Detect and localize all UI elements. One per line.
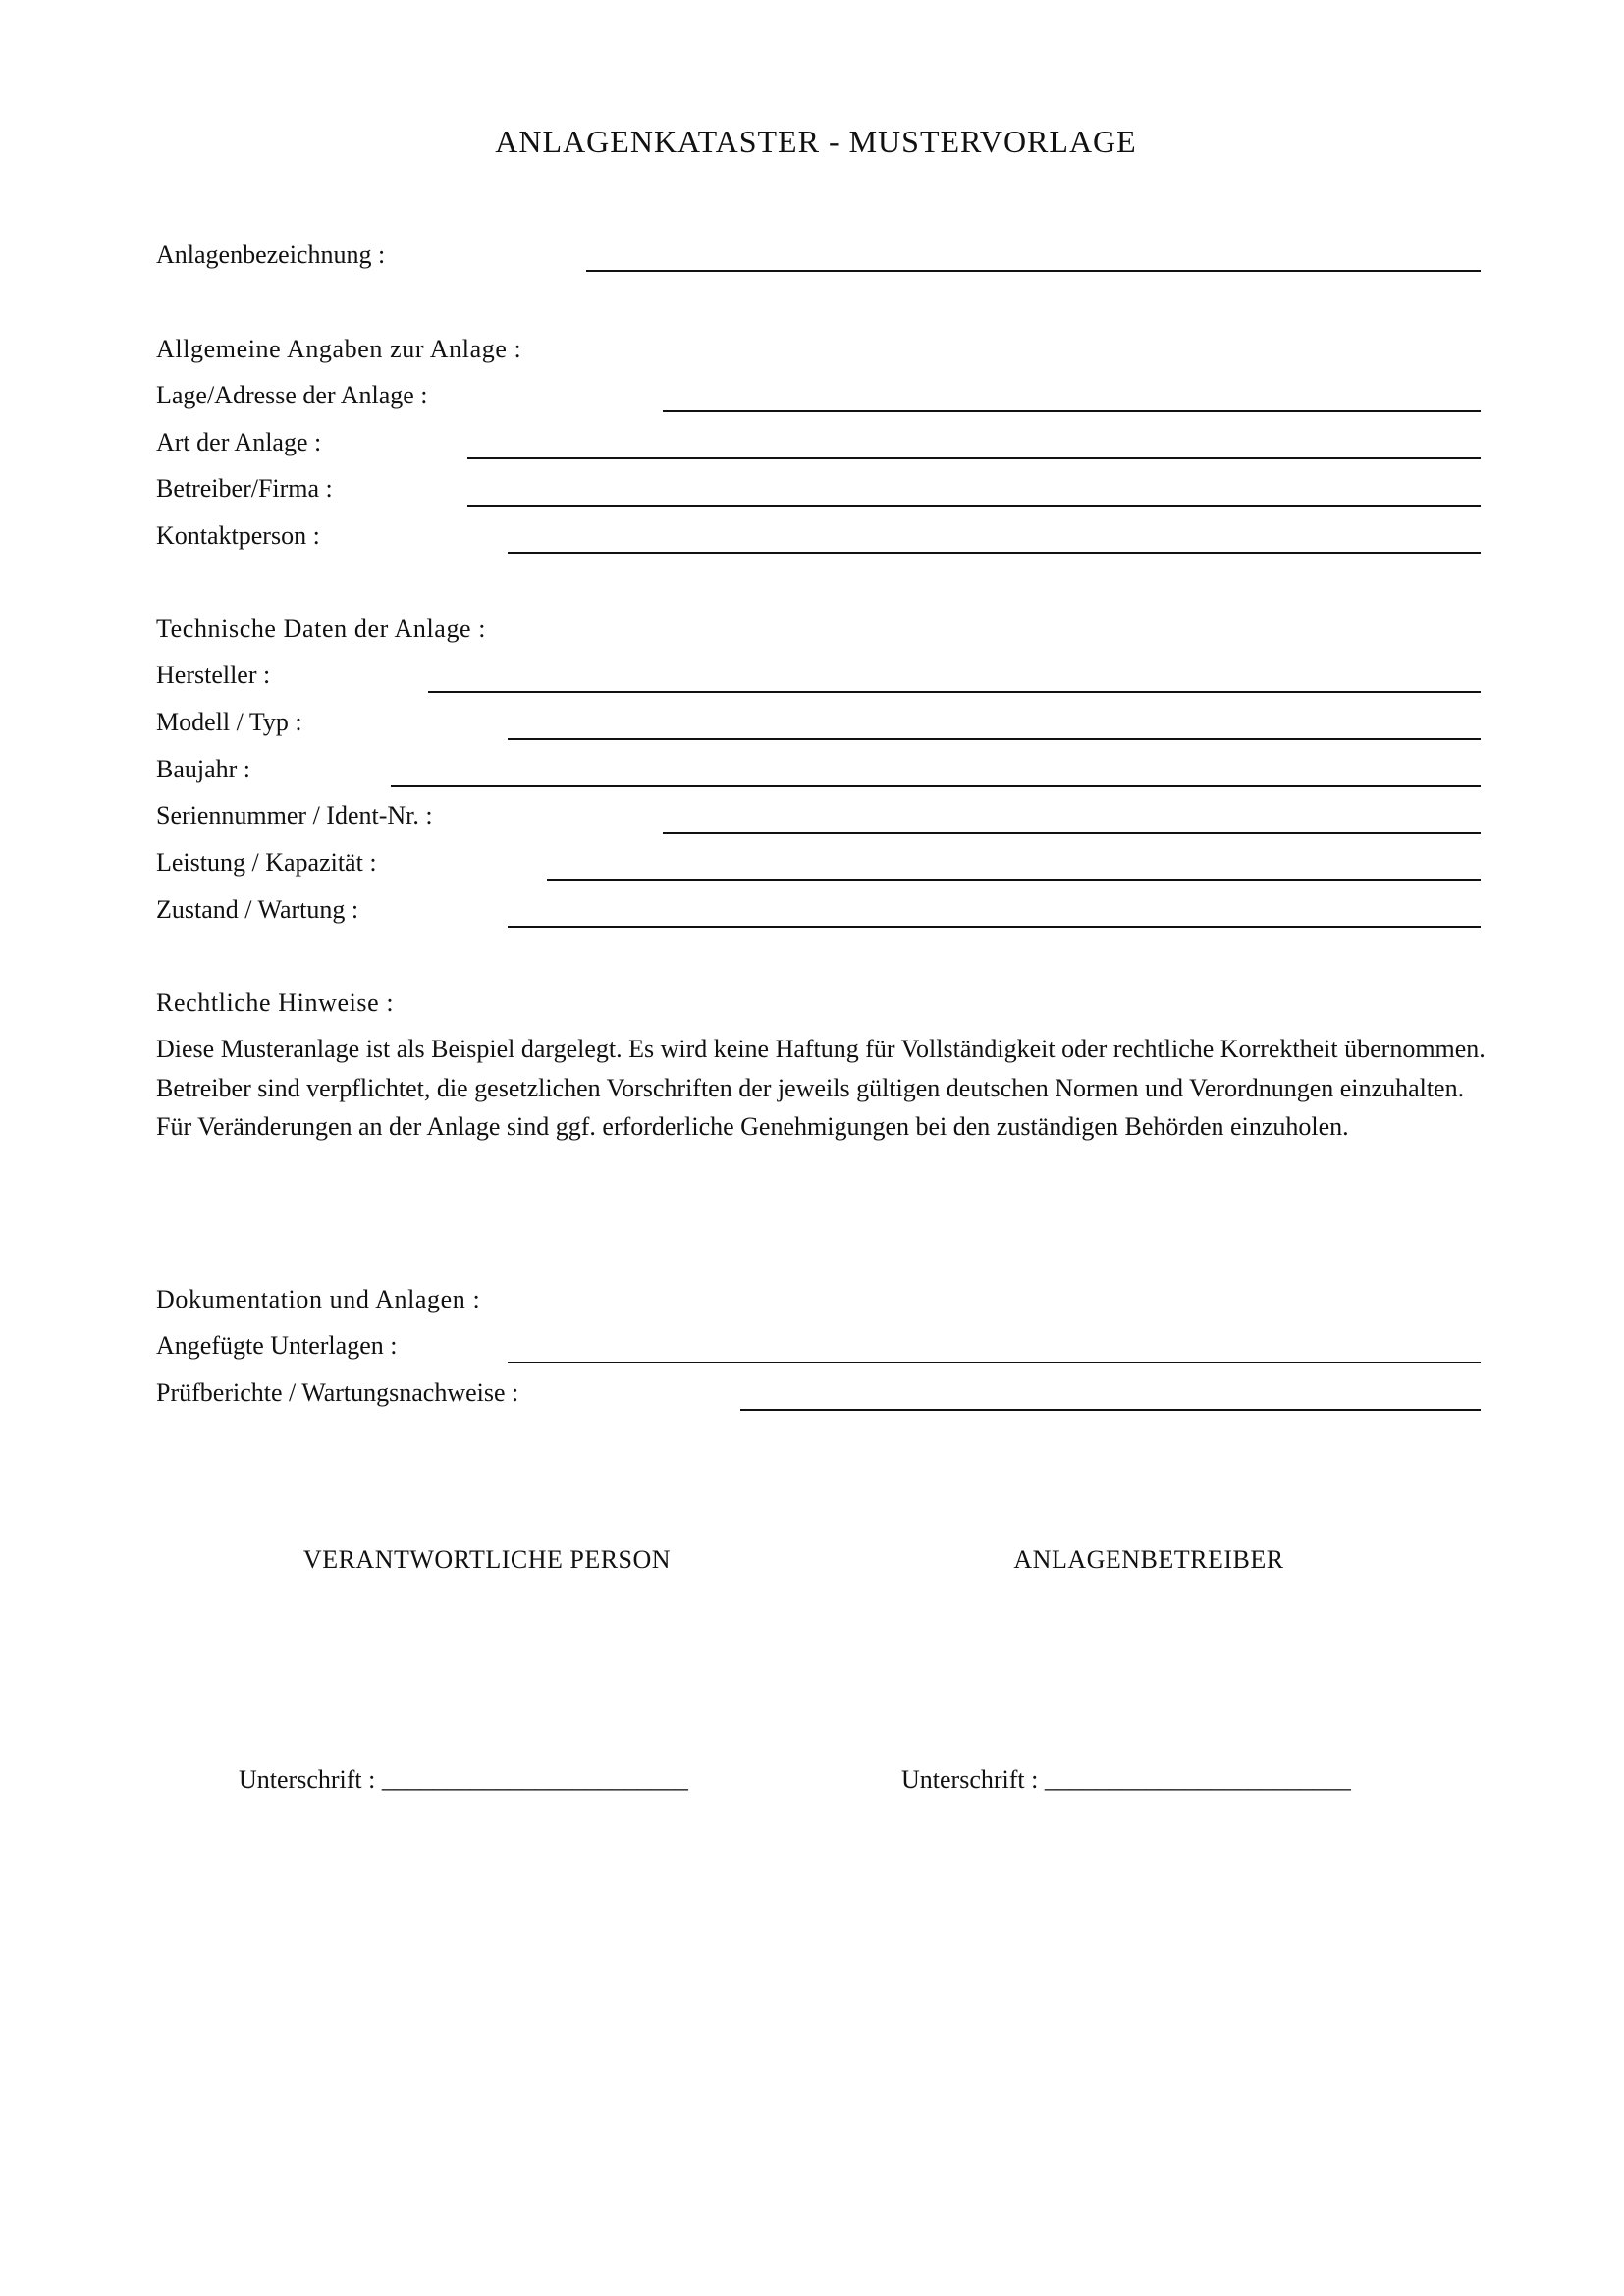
modell-label: Modell / Typ : [156, 708, 302, 736]
signature-line-operator[interactable]: Unterschrift : ________________________ [901, 1765, 1351, 1793]
section-heading-allgemein: Allgemeine Angaben zur Anlage : [156, 335, 522, 363]
signature-heading-operator: ANLAGENBETREIBER [1013, 1545, 1284, 1574]
kontakt-field[interactable] [508, 552, 1481, 554]
modell-field[interactable] [508, 738, 1481, 740]
hersteller-label: Hersteller : [156, 661, 271, 689]
leistung-field[interactable] [547, 879, 1481, 881]
baujahr-label: Baujahr : [156, 755, 251, 783]
hersteller-field[interactable] [428, 691, 1481, 693]
section-heading-rechtlich: Rechtliche Hinweise : [156, 988, 395, 1017]
baujahr-field[interactable] [391, 785, 1481, 787]
art-field[interactable] [467, 457, 1481, 459]
kontakt-label: Kontaktperson : [156, 521, 320, 550]
serie-label: Seriennummer / Ident-Nr. : [156, 801, 433, 829]
anlagenbezeichnung-label: Anlagenbezeichnung : [156, 240, 386, 269]
signature-heading-responsible: VERANTWORTLICHE PERSON [302, 1545, 672, 1574]
art-label: Art der Anlage : [156, 428, 322, 456]
signature-line-responsible[interactable]: Unterschrift : ________________________ [239, 1765, 688, 1793]
legal-notice-paragraph: Diese Musteranlage ist als Beispiel dargelegt. Es wird keine Haftung für Vollständigkeit oder rechtliche Korrektheit übernommen. Betreiber sind verpflichtet, die gesetzlichen Vorschriften der jeweils gültigen deutschen Normen und Verordnungen einzuhalten. Für Veränderungen an der Anlage sind ggf. erforderliche Genehmigungen bei den zuständigen Behörden einzuholen. [156, 1035, 1486, 1141]
lage-field[interactable] [663, 410, 1481, 412]
betreiber-field[interactable] [467, 505, 1481, 507]
serie-field[interactable] [663, 832, 1481, 834]
betreiber-label: Betreiber/Firma : [156, 474, 333, 503]
leistung-label: Leistung / Kapazität : [156, 848, 377, 877]
pruefberichte-label: Prüfberichte / Wartungsnachweise : [156, 1378, 519, 1407]
pruefberichte-field[interactable] [740, 1409, 1481, 1411]
section-heading-technisch: Technische Daten der Anlage : [156, 614, 487, 643]
page-title: ANLAGENKATASTER - MUSTERVORLAGE [495, 124, 1137, 159]
unterlagen-field[interactable] [508, 1362, 1481, 1363]
lage-label: Lage/Adresse der Anlage : [156, 381, 428, 409]
zustand-label: Zustand / Wartung : [156, 895, 359, 924]
section-heading-dokumentation: Dokumentation und Anlagen : [156, 1285, 481, 1313]
anlagenbezeichnung-field[interactable] [586, 270, 1481, 272]
zustand-field[interactable] [508, 926, 1481, 928]
unterlagen-label: Angefügte Unterlagen : [156, 1331, 398, 1360]
